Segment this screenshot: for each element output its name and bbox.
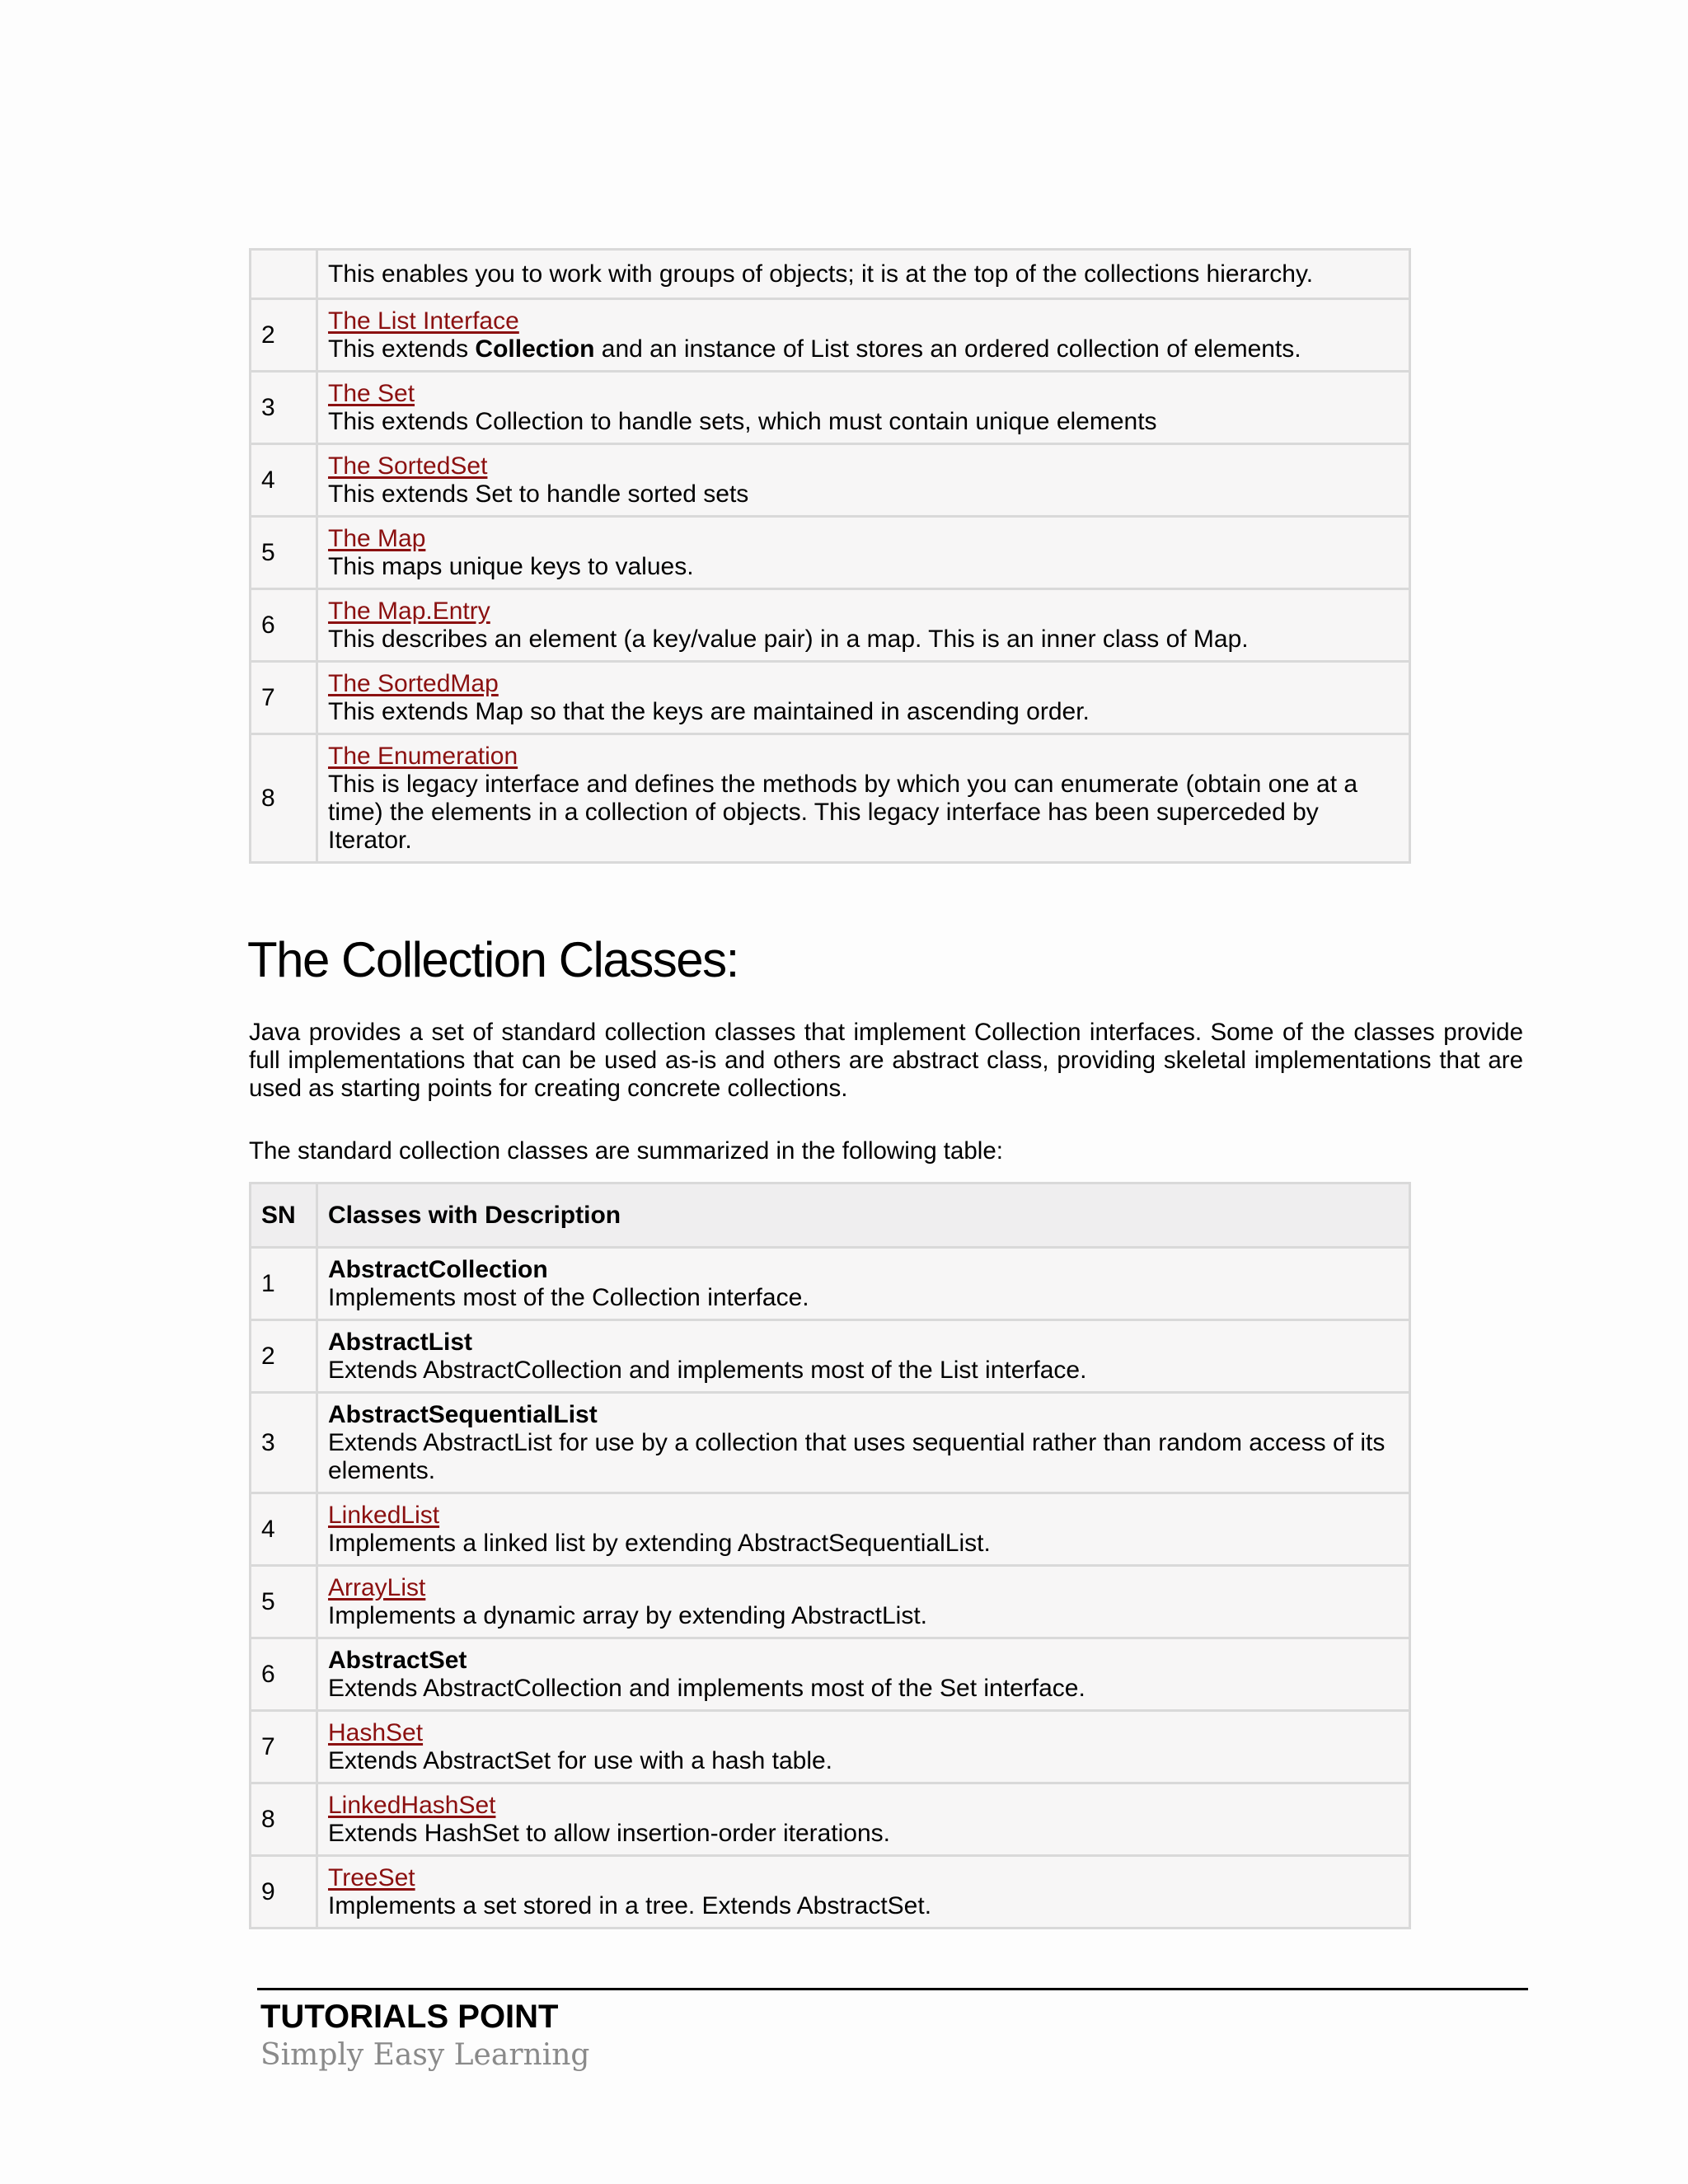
sn-cell: 2 [251,299,317,372]
class-name: AbstractSequentialList [328,1401,598,1428]
sn-cell: 4 [251,1493,317,1566]
sn-cell: 8 [251,1783,317,1856]
sortedmap-link[interactable]: The SortedMap [328,670,499,697]
description-cell [317,734,1410,863]
description-cell [317,662,1410,734]
row-description: This is legacy interface and defines the methods by which you can enumerate (obtain one at a time) the elements in a collection of objects. This legacy interface has been superceded by Iterator. [328,771,1358,854]
table-row [251,1393,1410,1493]
sn-cell: 3 [251,1393,317,1493]
sn-cell: 2 [251,1320,317,1393]
table-row [251,1783,1410,1856]
map-entry-link[interactable]: The Map.Entry [328,598,490,625]
row-description: Implements a linked list by extending AbstractSequentialList. [328,1530,991,1557]
table-row [251,517,1410,589]
row-description: Implements a dynamic array by extending AbstractList. [328,1602,928,1629]
list-interface-link[interactable]: The List Interface [328,307,519,335]
description-cell [317,589,1410,662]
description-cell [317,1493,1410,1566]
row-description-suffix: and an instance of List stores an ordered collection of elements. [594,335,1301,363]
description-cell [317,1711,1410,1783]
sn-cell: 6 [251,589,317,662]
sn-cell: 4 [251,444,317,517]
footer-tagline: Simply Easy Learning [260,2038,590,2072]
table-row [251,444,1410,517]
description-cell [317,250,1410,299]
table-row [251,1248,1410,1320]
row-description: Extends AbstractList for use by a collection that uses sequential rather than random access of its elements. [328,1429,1386,1484]
table-row [251,299,1410,372]
class-name: AbstractCollection [328,1256,548,1283]
sn-cell: 3 [251,372,317,444]
footer-divider [257,1988,1528,1990]
description-cell [317,1320,1410,1393]
row-description: Extends AbstractSet for use with a hash table. [328,1747,833,1774]
set-link[interactable]: The Set [328,380,415,407]
description-cell [317,517,1410,589]
table-row [251,1320,1410,1393]
table-row [251,1711,1410,1783]
sn-cell: 5 [251,1566,317,1638]
class-name: AbstractSet [328,1647,467,1674]
row-description: This extends Collection to handle sets, which must contain unique elements [328,408,1157,435]
row-description: This describes an element (a key/value pair) in a map. This is an inner class of Map. [328,626,1249,653]
description-cell [317,1393,1410,1493]
sn-cell: 9 [251,1856,317,1929]
sn-cell: 7 [251,662,317,734]
footer-brand: TUTORIALS POINT [260,1999,559,2035]
class-name: AbstractList [328,1329,473,1356]
table-row [251,1856,1410,1929]
description-cell [317,1566,1410,1638]
hashset-link[interactable]: HashSet [328,1719,424,1746]
table-row [251,1566,1410,1638]
sn-header: SN [251,1183,317,1248]
description-cell [317,1783,1410,1856]
sn-cell: 7 [251,1711,317,1783]
classes-table [249,1182,1411,1929]
intro-paragraph: Java provides a set of standard collection classes that implement Collection interfaces. Some of the classes provide full implementations that can be used as-is and others are abstract class, providing skeletal implementations that are used as starting points for creating concrete collections. [249,1019,1523,1102]
sn-cell: 8 [251,734,317,863]
table-row [251,734,1410,863]
map-link[interactable]: The Map [328,525,426,552]
interfaces-table [249,248,1411,864]
row-description-prefix: This extends [328,335,476,363]
description-header: Classes with Description [317,1183,1410,1248]
row-description: This enables you to work with groups of objects; it is at the top of the collections hierarchy. [328,260,1314,288]
row-description: Extends AbstractCollection and implements most of the Set interface. [328,1675,1085,1702]
linkedhashset-link[interactable]: LinkedHashSet [328,1792,496,1819]
row-description: This maps unique keys to values. [328,553,694,580]
sn-cell: 1 [251,1248,317,1320]
row-description: Implements most of the Collection interface. [328,1284,809,1311]
sn-cell: 6 [251,1638,317,1711]
section-heading: The Collection Classes: [247,932,738,987]
description-cell [317,1638,1410,1711]
description-cell [317,299,1410,372]
sn-cell: 5 [251,517,317,589]
table-row [251,662,1410,734]
row-description: Implements a set stored in a tree. Extends AbstractSet. [328,1892,932,1919]
row-description: Extends AbstractCollection and implements most of the List interface. [328,1357,1087,1384]
treeset-link[interactable]: TreeSet [328,1864,415,1891]
row-description: This extends Set to handle sorted sets [328,480,749,508]
summary-paragraph: The standard collection classes are summarized in the following table: [249,1137,1003,1165]
table-row [251,1493,1410,1566]
linkedlist-link[interactable]: LinkedList [328,1502,440,1529]
row-description-bold: Collection [475,335,595,363]
enumeration-link[interactable]: The Enumeration [328,743,518,770]
table-row [251,1638,1410,1711]
row-description: Extends HashSet to allow insertion-order iterations. [328,1820,891,1847]
description-cell [317,1856,1410,1929]
table-row [251,372,1410,444]
sn-cell [251,250,317,299]
table-row [251,589,1410,662]
sortedset-link[interactable]: The SortedSet [328,452,488,480]
description-cell [317,1248,1410,1320]
table-row [251,250,1410,299]
description-cell [317,372,1410,444]
description-cell [317,444,1410,517]
arraylist-link[interactable]: ArrayList [328,1574,426,1601]
row-description: This extends Map so that the keys are maintained in ascending order. [328,698,1090,725]
table-header-row [251,1183,1410,1248]
